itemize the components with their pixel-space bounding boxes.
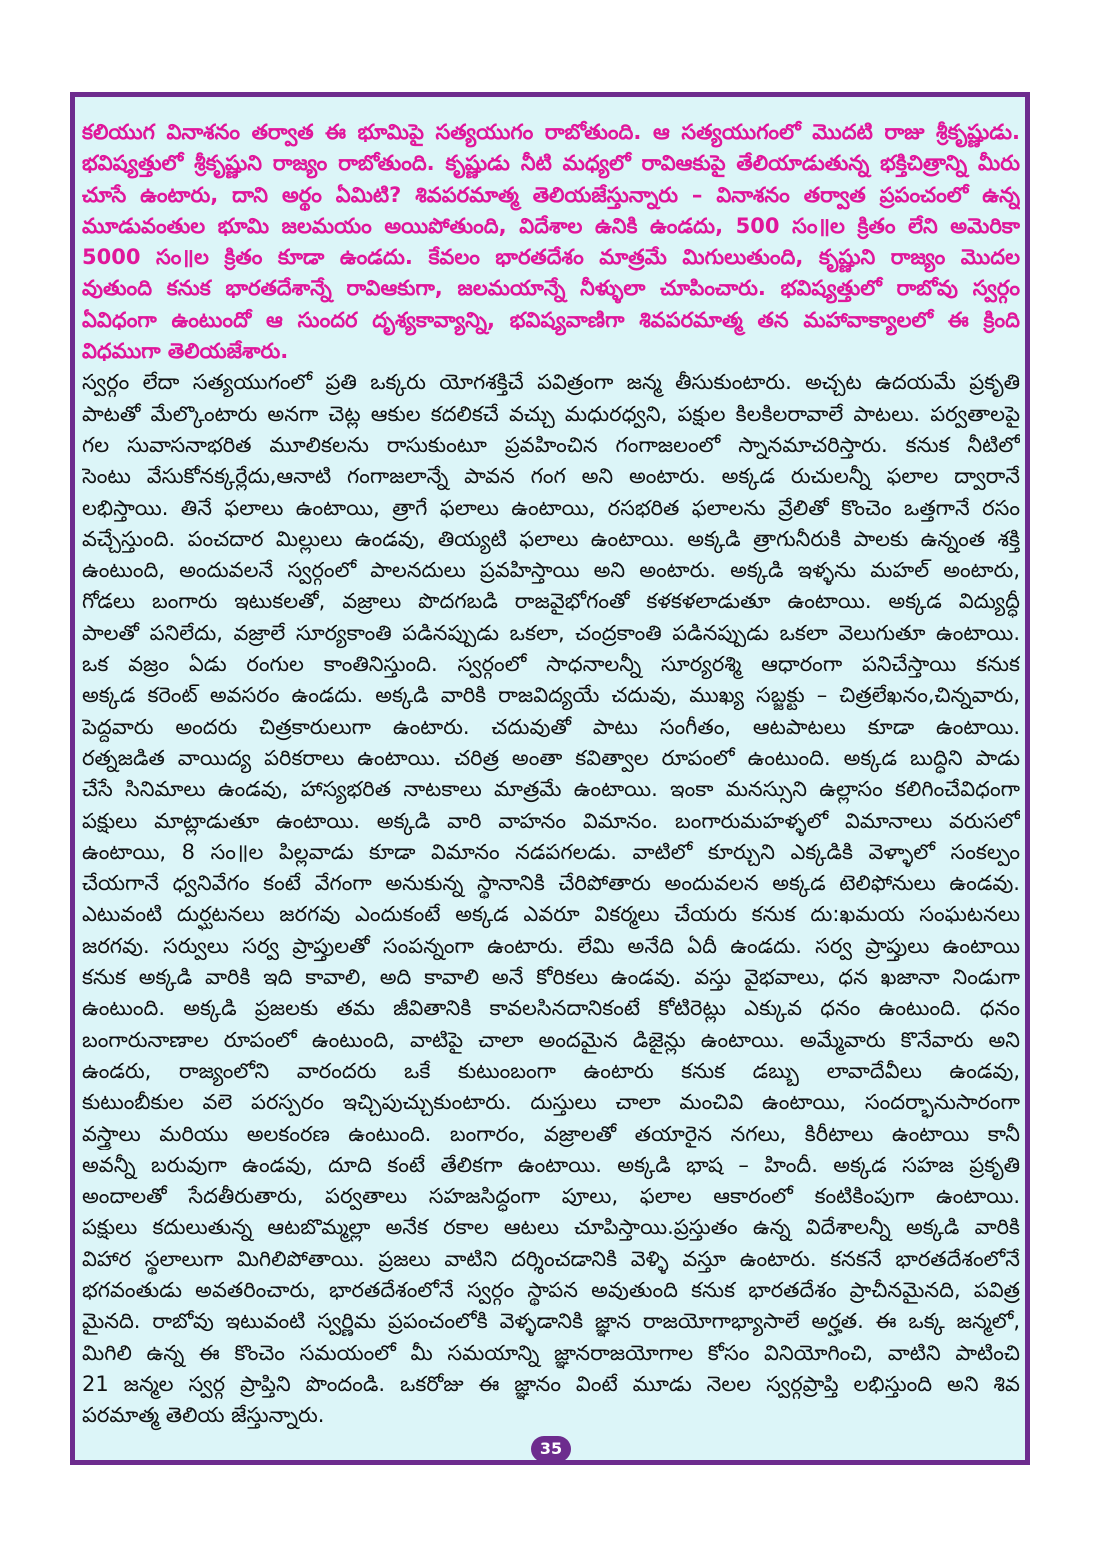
text-line: మిగిలి ఉన్న ఈ కొంచెం సమయంలో మీ సమయాన్ని జ్ఞానరాజయోగాల కోసం వినియోగించి, వాటిని పాటించి: [82, 1340, 1020, 1365]
text-line: ఒక వజ్రం ఏడు రంగుల కాంతినిస్తుంది. స్వర్గంలో సాధనాలన్నీ సూర్యరశ్మి ఆధారంగా పనిచేస్తాయి కనుక: [82, 652, 1020, 677]
text-line: అవన్నీ బరువుగా ఉండవు, దూది కంటే తేలికగా ఉంటాయి. అక్కడి భాష – హిందీ. అక్కడ సహజ ప్రకృతి: [82, 1152, 1020, 1177]
text-line: కుటుంబీకుల వలె పరస్పరం ఇచ్చిపుచ్చుకుంటారు. దుస్తులు చాలా మంచివి ఉంటాయి, సందర్భానుసారంగా: [82, 1090, 1020, 1115]
text-line: జరగవు. సర్వులు సర్వ ప్రాప్తులతో సంపన్నంగా ఉంటారు. లేమి అనేది ఏదీ ఉండదు. సర్వ ప్రాప్తులు ఉంటాయి: [82, 933, 1020, 958]
intro-paragraph: [82, 117, 1020, 367]
text-line: లభిస్తాయి. తినే ఫలాలు ఉంటాయి, త్రాగే ఫలాలు ఉంటాయి, రసభరిత ఫలాలను వ్రేలితో కొంచెం ఒత్తగానే రసం: [82, 495, 1020, 520]
text-line: రత్నజడిత వాయిద్య పరికరాలు ఉంటాయి. చరిత్ర అంతా కవిత్వాల రూపంలో ఉంటుంది. అక్కడ బుద్ధిని పాడు: [82, 745, 1020, 770]
text-line: ఉంటుంది, అందువలనే స్వర్గంలో పాలనదులు ప్రవహిస్తాయి అని అంటారు. అక్కడి ఇళ్ళను మహల్ అంటారు,: [82, 558, 1020, 583]
text-line: అక్కడ కరెంట్ అవసరం ఉండదు. అక్కడి వారికి రాజవిద్యయే చదువు, ముఖ్య సబ్జక్టు – చిత్రలేఖనం,చిన్నవారు,: [82, 683, 1020, 708]
text-line: పరమాత్మ తెలియ జేస్తున్నారు.: [82, 1403, 325, 1428]
text-line: వుతుంది కనుక భారతదేశాన్నే రావిఆకుగా, జలమయాన్నే నీళ్ళులా చూపించారు. భవిష్యత్తులో రాబోవు స్వర్గం: [82, 276, 1020, 301]
text-line: పాటతో మేల్కొంటారు అనగా చెట్ల ఆకుల కదలికచే వచ్చు మధురధ్వని, పక్షుల కిలకిలరావాలే పాటలు. పర్వతాలపై: [82, 401, 1020, 426]
text-line: పక్షులు కదులుతున్న ఆటబొమ్మల్లా అనేక రకాల ఆటలు చూపిస్తాయి.ప్రస్తుతం ఉన్న విదేశాలన్నీ అక్కడి వారికి: [82, 1215, 1020, 1240]
text-line: గల సువాసనాభరిత మూలికలను రాసుకుంటూ ప్రవహించిన గంగాజలంలో స్నానమాచరిస్తారు. కనుక నీటిలో: [82, 432, 1020, 457]
text-line: కలియుగ వినాశనం తర్వాత ఈ భూమిపై సత్యయుగం రాబోతుంది. ఆ సత్యయుగంలో మొదటి రాజు శ్రీకృష్ణుడు.: [82, 120, 1020, 144]
text-line: మూడువంతుల భూమి జలమయం అయిపోతుంది, విదేశాల ఉనికి ఉండదు, 500 సం॥ల క్రితం లేని అమెరికా: [82, 213, 1020, 238]
text-line: వస్త్రాలు మరియు అలకంరణ ఉంటుంది. బంగారం, వజ్రాలతో తయారైన నగలు, కిరీటాలు ఉంటాయి కానీ: [82, 1121, 1020, 1146]
body-paragraph: [82, 367, 1020, 1431]
text-line: 5000 సం॥ల క్రితం కూడా ఉండదు. కేవలం భారతదేశం మాత్రమే మిగులుతుంది, కృష్ణుని రాజ్యం మొదల: [82, 245, 1020, 270]
text-line: బంగారునాణాల రూపంలో ఉంటుంది, వాటిపై చాలా అందమైన డిజైన్లు ఉంటాయి. అమ్మేవారు కొనేవారు అని: [82, 1027, 1020, 1052]
text-line: వచ్చేస్తుంది. పంచదార మిల్లులు ఉండవు, తియ్యటి ఫలాలు ఉంటాయి. అక్కడి త్రాగునీరుకి పాలకు ఉన్నంత శక్తి: [82, 526, 1020, 551]
text-line: గోడలు బంగారు ఇటుకలతో, వజ్రాలు పొదగబడి రాజవైభోగంతో కళకళలాడుతూ ఉంటాయి. అక్కడ విద్యుద్ధీ: [82, 589, 1020, 614]
text-line: చేసే సినిమాలు ఉండవు, హాస్యభరిత నాటకాలు మాత్రమే ఉంటాయి. ఇంకా మనస్సుని ఉల్లాసం కలిగించేవిధంగా: [82, 777, 1020, 802]
text-line: సెంటు వేసుకోనక్కర్లేదు,ఆనాటి గంగాజలాన్నే పావన గంగ అని అంటారు. అక్కడ రుచులన్నీ ఫలాల ద్వారానే: [82, 464, 1020, 489]
text-line: మైనది. రాబోవు ఇటువంటి స్వర్ణిమ ప్రపంచంలోకి వెళ్ళడానికి జ్ఞాన రాజయోగాభ్యాసాలే అర్హత. ఈ ఒక్క జన్మలో,: [82, 1309, 1020, 1334]
text-line: భగవంతుడు అవతరించారు, భారతదేశంలోనే స్వర్గం స్థాపన అవుతుంది కనుక భారతదేశం ప్రాచీనమైనది, పవిత్ర: [82, 1278, 1020, 1302]
text-line: పాలతో పనిలేదు, వజ్రాలే సూర్యకాంతి పడినప్పుడు ఒకలా, చంద్రకాంతి పడినప్పుడు ఒకలా వెలుగుతూ ఉంటాయి.: [82, 620, 1020, 645]
text-line: ఎటువంటి దుర్ఘటనలు జరగవు ఎందుకంటే అక్కడ ఎవరూ వికర్మలు చేయరు కనుక దు:ఖమయ సంఘటనలు: [82, 902, 1020, 927]
text-line: ఉంటుంది. అక్కడి ప్రజలకు తమ జీవితానికి కావలసినదానికంటే కోటిరెట్లు ఎక్కువ ధనం ఉంటుంది. ధనం: [82, 996, 1020, 1021]
page-number-badge: 35: [531, 1436, 571, 1462]
text-line: ఉంటాయి, 8 సం॥ల పిల్లవాడు కూడా విమానం నడపగలడు. వాటిలో కూర్చుని ఎక్కడికి వెళ్ళాలో సంకల్పం: [82, 839, 1020, 864]
text-line: కనుక అక్కడి వారికి ఇది కావాలి, అది కావాలి అనే కోరికలు ఉండవు. వస్తు వైభవాలు, ధన ఖజానా నిండుగా: [82, 965, 1020, 990]
text-line: విహార స్థలాలుగా మిగిలిపోతాయి. ప్రజలు వాటిని దర్శించడానికి వెళ్ళి వస్తూ ఉంటారు. కనకనే భారతదేశంలోనే: [82, 1246, 1020, 1271]
text-line: 21 జన్మల స్వర్గ ప్రాప్తిని పొందండి. ఒకరోజు ఈ జ్ఞానం వింటే మూడు నెలల స్వర్గప్రాప్తి లభిస్తుంది అని శివ: [82, 1371, 1020, 1396]
text-line: పక్షులు మాట్లాడుతూ ఉంటాయి. అక్కడి వారి వాహనం విమానం. బంగారుమహళ్ళలో విమానాలు వరుసలో: [82, 808, 1020, 833]
text-line: చేయగానే ధ్వనివేగం కంటే వేగంగా అనుకున్న స్థానానికి చేరిపోతారు అందువలన అక్కడ టెలిఫోనులు ఉండవు.: [82, 871, 1020, 896]
text-line: భవిష్యత్తులో శ్రీకృష్ణుని రాజ్యం రాబోతుంది. కృష్ణుడు నీటి మధ్యలో రావిఆకుపై తేలియాడుతున్న భక్తిచిత్రాన్ని మీరు: [82, 151, 1020, 176]
text-line: ఉండరు, రాజ్యంలోని వారందరు ఒకే కుటుంబంగా ఉంటారు కనుక డబ్బు లావాదేవీలు ఉండవు,: [82, 1058, 1020, 1083]
text-line: పెద్దవారు అందరు చిత్రకారులుగా ఉంటారు. చదువుతో పాటు సంగీతం, ఆటపాటలు కూడా ఉంటాయి.: [82, 714, 1020, 739]
text-line: ఏవిధంగా ఉంటుందో ఆ సుందర దృశ్యకావ్యాన్ని, భవిష్యవాణిగా శివపరమాత్మ తన మహావాక్యాలలో ఈ క్రింది: [82, 307, 1020, 332]
text-line: అందాలతో సేదతీరుతారు, పర్వతాలు సహజసిద్ధంగా పూలు, ఫలాల ఆకారంలో కంటికింపుగా ఉంటాయి.: [82, 1184, 1020, 1209]
text-line: స్వర్గం లేదా సత్యయుగంలో ప్రతి ఒక్కరు యోగశక్తిచే పవిత్రంగా జన్మ తీసుకుంటారు. అచ్చట ఉదయమే ప్రకృతి: [82, 370, 1020, 395]
text-line: విధముగా తెలియజేశారు.: [82, 339, 289, 364]
text-line: చూసే ఉంటారు, దాని అర్థం ఏమిటి? శివపరమాత్మ తెలియజేస్తున్నారు – వినాశనం తర్వాత ప్రపంచంలో ఉన్న: [82, 182, 1020, 207]
